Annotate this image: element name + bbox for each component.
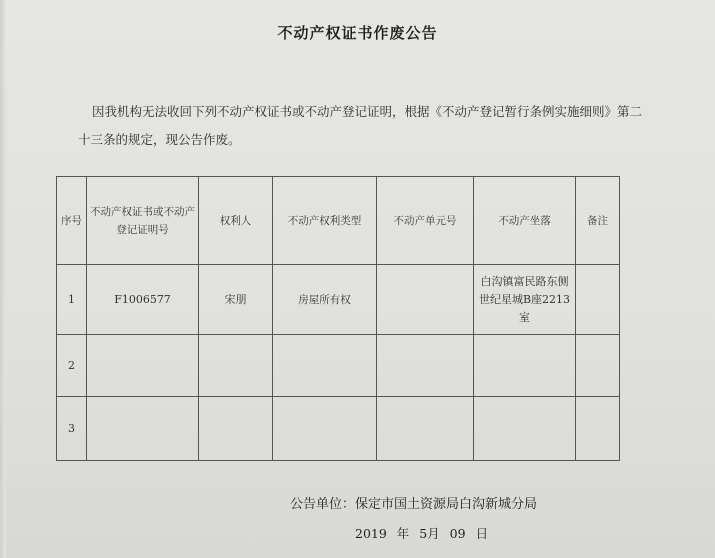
row-location (474, 335, 576, 397)
row-holder (199, 335, 273, 397)
notice-body-text: 因我机构无法收回下列不动产权证书或不动产登记证明，根据《不动产登记暂行条例实施细则》第二十三条的规定，现公告作废。 (78, 104, 643, 147)
table-header-row (57, 177, 620, 265)
header-holder: 权利人 (199, 177, 273, 265)
row-unit-no (377, 265, 474, 335)
header-location: 不动产坐落 (474, 177, 576, 265)
row-cert-no (87, 397, 199, 461)
row-holder (199, 397, 273, 461)
row-unit-no (377, 397, 474, 461)
issuing-unit: 公告单位：保定市国土资源局白沟新城分局 (290, 497, 538, 512)
table-row (57, 335, 620, 397)
table-row (57, 397, 620, 461)
row-index: 3 (57, 397, 87, 461)
row-right-type: 房屋所有权 (273, 265, 377, 335)
void-certificate-table (56, 176, 620, 461)
row-unit-no (377, 335, 474, 397)
header-unit-no: 不动产单元号 (377, 177, 474, 265)
notice-date: 2019 年 5月 09 日 (355, 526, 489, 541)
row-holder: 宋朋 (199, 265, 273, 335)
row-note (576, 397, 620, 461)
header-cert-no: 不动产权证书或不动产登记证明号 (87, 177, 199, 265)
row-note (576, 335, 620, 397)
row-index: 2 (57, 335, 87, 397)
row-right-type (273, 397, 377, 461)
row-cert-no (87, 335, 199, 397)
row-location (474, 397, 576, 461)
header-right-type: 不动产权利类型 (273, 177, 377, 265)
row-location: 白沟镇富民路东侧世纪星城B座2213室 (474, 265, 576, 335)
row-cert-no: F1006577 (87, 265, 199, 335)
document-title: 不动产权证书作废公告 (277, 24, 438, 42)
row-right-type (273, 335, 377, 397)
header-note: 备注 (576, 177, 620, 265)
row-index: 1 (57, 265, 87, 335)
table-row (57, 265, 620, 335)
row-note (576, 265, 620, 335)
header-index: 序号 (57, 177, 87, 265)
page-shadow-edge (0, 0, 6, 558)
